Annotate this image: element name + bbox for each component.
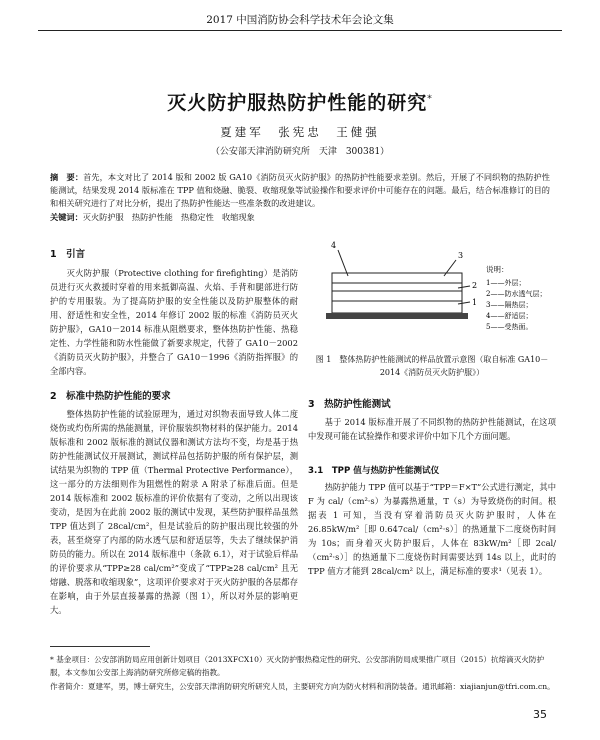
keywords-text: 灭火防护服 热防护性能 热稳定性 收缩现象 — [82, 212, 255, 222]
subsection-3-1-heading: 3.1 TPP 值与热防护性能测试仪 — [308, 466, 440, 476]
header-rule — [38, 30, 562, 31]
legend-item: 5——受热面。 — [486, 323, 533, 331]
layer-stack-outline — [332, 273, 462, 313]
callout-line-4 — [338, 250, 348, 276]
paper-title — [0, 88, 600, 115]
legend-item: 1——外层； — [486, 279, 526, 287]
section-2-heading: 2 标准中热防护性能的要求 — [50, 391, 171, 402]
authors: 夏建军 张宪忠 王健强 — [220, 125, 380, 139]
subsection-3-1-paragraph: 热防护能力 TPP 值可以基于“TPP＝F×T”公式进行测定，其中 F 为 cal/（cm²·s）为暴露热通量，T（s）为导致烧伤的时间。根据表 1 可知，当没有穿着消防员灭火防护服时，人体在 26.85kW/m²［即 0.647cal/（cm²·s）］的热通量下二度烧伤时间为 10s；而身着灭火防护服后，人体在 83kW/m²［即 2cal/（cm²·s）］的热通量下二度烧伤时间需要达到 14s 以上，此时的 TPP 值方才能到 28cal/cm² 以上，满足标准的要求¹（见表 1）。 — [308, 482, 556, 576]
figure-1-diagram — [318, 238, 548, 350]
section-2-paragraph: 整体热防护性能的试验原理为，通过对织物表面导致人体二度烧伤或灼伤所需的热能测量，评价服装织物材料的保护能力。2014 版标准和 2002 版标准的测试仪器和测试方法均不变，均是基于热防护性能测试仪开展测试，测试样品包括防护服的所有保护层，测试结果为织物的 TPP 值（Thermal Protective Performance），这一部分的方法细则作为阻燃性的附录 A 附录了标准后面。但是 2014 版标准和 2002 版标准的评价依据有了变动，之所以出现该变动，是因为在此前 2002 版的测试中发现，某些防护服样品虽然 TPP 值达到了 28cal/cm²，但是试验后的防护服出现比较强的外表，甚至烧穿了内部的防水透气层和舒适层等，失去了继续保护消防员的能力。所以在 2014 版标准中（条款 6.1），对于试验后样品的评价要求从“TPP≥28 cal/cm²”变成了“TPP≥28 cal/cm² 且无熔融、脱落和收缩现象”，这项评价要求对于灭火防护服的各层都存在影响，由于外层直接暴露的热源（图 1），所以对外层的影响更大。 — [50, 409, 298, 615]
callout-line-1 — [458, 302, 470, 304]
title-footnote-mark: * — [427, 94, 433, 105]
section-1-paragraph: 灭火防护服（Protective clothing for firefighting）是消防员进行灭火救援时穿着的用来抵御高温、火焰、手背和腿部进行防护的专用服装。为了提高防护服的安全性能以及防护服整体的耐用、舒适性和安全性，2014 年修订 2002 版的标准《消防员灭火防护服》，GA10－2014 标准从阻燃要求，整体热防护性能、热稳定性、力学性能和防水性能做了新要求规定，代替了 GA10－2002《消防员灭火防护服》，并整合了 GA10－1996《消防指挥服》的全部内容。 — [50, 268, 298, 376]
running-header: 2017 中国消防协会科学技术年会论文集 — [206, 14, 394, 26]
section-1-heading: 1 引言 — [50, 249, 86, 260]
legend-item: 2——防水透气层； — [486, 290, 547, 298]
affiliation: （公安部天津消防研究所 天津 300381） — [210, 147, 390, 157]
keywords — [50, 212, 550, 223]
abstract-text: 首先，本文对比了 2014 版和 2002 版 GA10《消防员灭火防护服》的热防护性能要求差别。然后，开展了不同织物的热防护性能测试，结果发现 2014 版标准在 TPP 值和烧融、脆裂、收缩现象等试验操作和要求评价中可能存在的问题。最后，结合标准修订的目的和相关研究进行了对比分析，提出了热防护性能达一些准条数的改进建议。 — [50, 172, 550, 208]
callout-line-2 — [458, 286, 470, 288]
section-3-paragraph: 基于 2014 版标准开展了不同织物的热防护性能测试，在这项中发现可能在试验操作和要求评价中如下几个方面问题。 — [308, 417, 556, 441]
abstract — [50, 171, 550, 210]
callout-label: 2 — [472, 281, 478, 290]
callout-label: 3 — [458, 251, 464, 260]
paper-title-text: 灭火防护服热防护性能的研究 — [167, 92, 428, 114]
legend-item: 3——隔热层； — [486, 301, 533, 309]
figure-1-caption: 图 1 整体热防护性能测试的样品放置示意图（取自标准 GA10－2014《消防员灭火防护服》） — [315, 355, 549, 377]
legend-item: 4——舒适层； — [486, 312, 533, 320]
heat-source — [326, 313, 468, 319]
callout-line-3 — [444, 260, 456, 276]
figure-1 — [318, 238, 548, 354]
footnote-fund: * 基金项目：公安部消防局应用创新计划项目（2013XFCX10）灭火防护服热稳定性的研究、公安部消防局成果推广项目（2015）抗熔滴灭火防护服，本文参加公安部上海消防研究所修定稿的指教。 — [50, 655, 545, 677]
keywords-label: 关键词： — [50, 212, 83, 222]
section-3-heading: 3 热防护性能测试 — [308, 399, 391, 410]
legend-title: 说明： — [486, 265, 509, 274]
callout-label: 1 — [472, 298, 478, 307]
page-number: 35 — [533, 708, 547, 721]
footnote-rule — [50, 646, 150, 647]
callout-label: 4 — [331, 241, 337, 250]
footnote-author: 作者简介：夏建军，男，博士研究生，公安部天津消防研究所研究人员，主要研究方向为防火材料和消防装备。通讯邮箱：xiajianjun@tfri.com.cn。 — [50, 682, 555, 691]
abstract-label: 摘 要： — [50, 172, 84, 182]
